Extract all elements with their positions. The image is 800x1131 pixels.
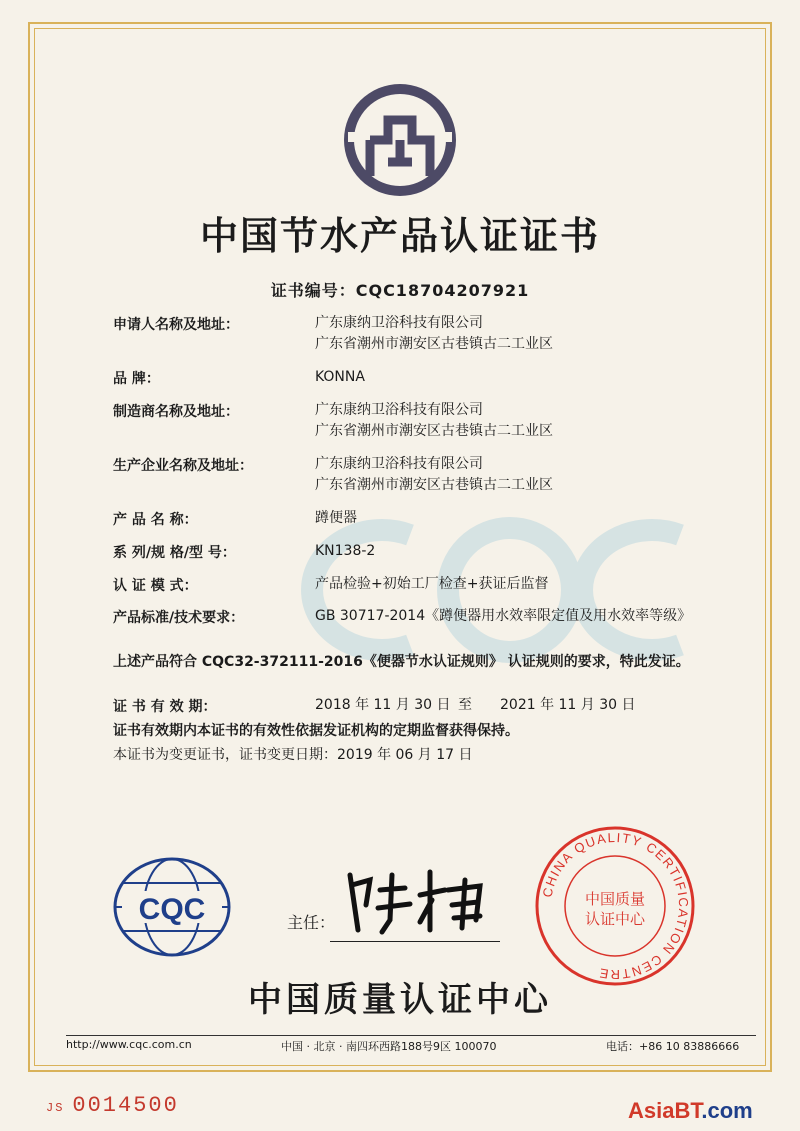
cqc-globe-logo-icon (112, 855, 232, 960)
factory-name: 广东康纳卫浴科技有限公司 (315, 456, 483, 472)
validity-to: 至 (458, 697, 472, 713)
applicant-value (315, 313, 705, 355)
manufacturer-address: 广东省潮州市潮安区古巷镇古二工业区 (315, 423, 553, 439)
serial-prefix: JS (46, 1101, 65, 1115)
serial-number (46, 1093, 179, 1118)
factory-label: 生产企业名称及地址： (113, 458, 253, 474)
official-seal-stamp (533, 824, 697, 988)
serial-digits: 0014500 (72, 1093, 179, 1118)
chief-label: 主任： (287, 913, 336, 932)
model-label: 系 列/规 格/型 号： (113, 545, 236, 561)
certification-emblem-icon (340, 80, 460, 200)
validity-end: 2021 年 11 月 30 日 (500, 697, 636, 713)
certificate-number: 证书编号：CQC18704207921 (270, 281, 530, 300)
certification-mode-label: 认 证 模 式： (113, 578, 198, 594)
svg-text:CHINA QUALITY CERTIFICATION CE: CHINA QUALITY CERTIFICATION CENTRE (539, 829, 692, 983)
change-note: 本证书为变更证书，证书变更日期：2019 年 06 月 17 日 (113, 747, 473, 763)
brand-label: 品 牌： (113, 371, 160, 387)
model-value: KN138-2 (315, 543, 376, 559)
standard-value: GB 30717-2014《蹲便器用水效率限定值及用水效率等级》 (315, 608, 692, 624)
footer-divider (66, 1035, 756, 1036)
issuing-authority-name: 中国质量认证中心 (248, 980, 552, 1020)
factory-value (315, 454, 705, 496)
validity-start: 2018 年 11 月 30 日 (315, 697, 451, 713)
validity-label: 证 书 有 效 期： (113, 699, 217, 715)
footer-address: 中国 · 北京 · 南四环西路188号9区 100070 (281, 1040, 497, 1053)
applicant-address: 广东省潮州市潮安区古巷镇古二工业区 (315, 336, 553, 352)
certificate-title: 中国节水产品认证证书 (199, 213, 600, 258)
cqc-logo-text: CQC (138, 893, 206, 926)
product-label: 产 品 名 称： (113, 512, 198, 528)
manufacturer-value (315, 400, 705, 442)
site-watermark-domain: .com (701, 1098, 753, 1123)
site-watermark-name: AsiaBT (628, 1098, 702, 1123)
applicant-name: 广东康纳卫浴科技有限公司 (315, 315, 483, 331)
director-signature (330, 860, 505, 940)
brand-value: KONNA (315, 369, 365, 385)
product-value: 蹲便器 (315, 510, 357, 526)
footer-phone: 电话：+86 10 83886666 (606, 1040, 740, 1053)
footer-url[interactable]: http://www.cqc.com.cn (66, 1038, 192, 1051)
applicant-label: 申请人名称及地址： (113, 317, 239, 333)
signature-line (330, 941, 500, 942)
conformity-statement: 上述产品符合 CQC32-372111-2016《便器节水认证规则》 认证规则的要求，特此发证。 (113, 654, 690, 670)
site-watermark (628, 1098, 753, 1124)
factory-address: 广东省潮州市潮安区古巷镇古二工业区 (315, 477, 553, 493)
manufacturer-label: 制造商名称及地址： (113, 404, 239, 420)
certification-mode-value: 产品检验+初始工厂检查+获证后监督 (315, 576, 549, 592)
svg-text:中国质量: 中国质量 (584, 890, 646, 908)
validity-note: 证书有效期内本证书的有效性依据发证机构的定期监督获得保持。 (113, 723, 519, 739)
manufacturer-name: 广东康纳卫浴科技有限公司 (315, 402, 483, 418)
standard-label: 产品标准/技术要求： (113, 610, 245, 626)
svg-text:认证中心: 认证中心 (584, 910, 646, 928)
